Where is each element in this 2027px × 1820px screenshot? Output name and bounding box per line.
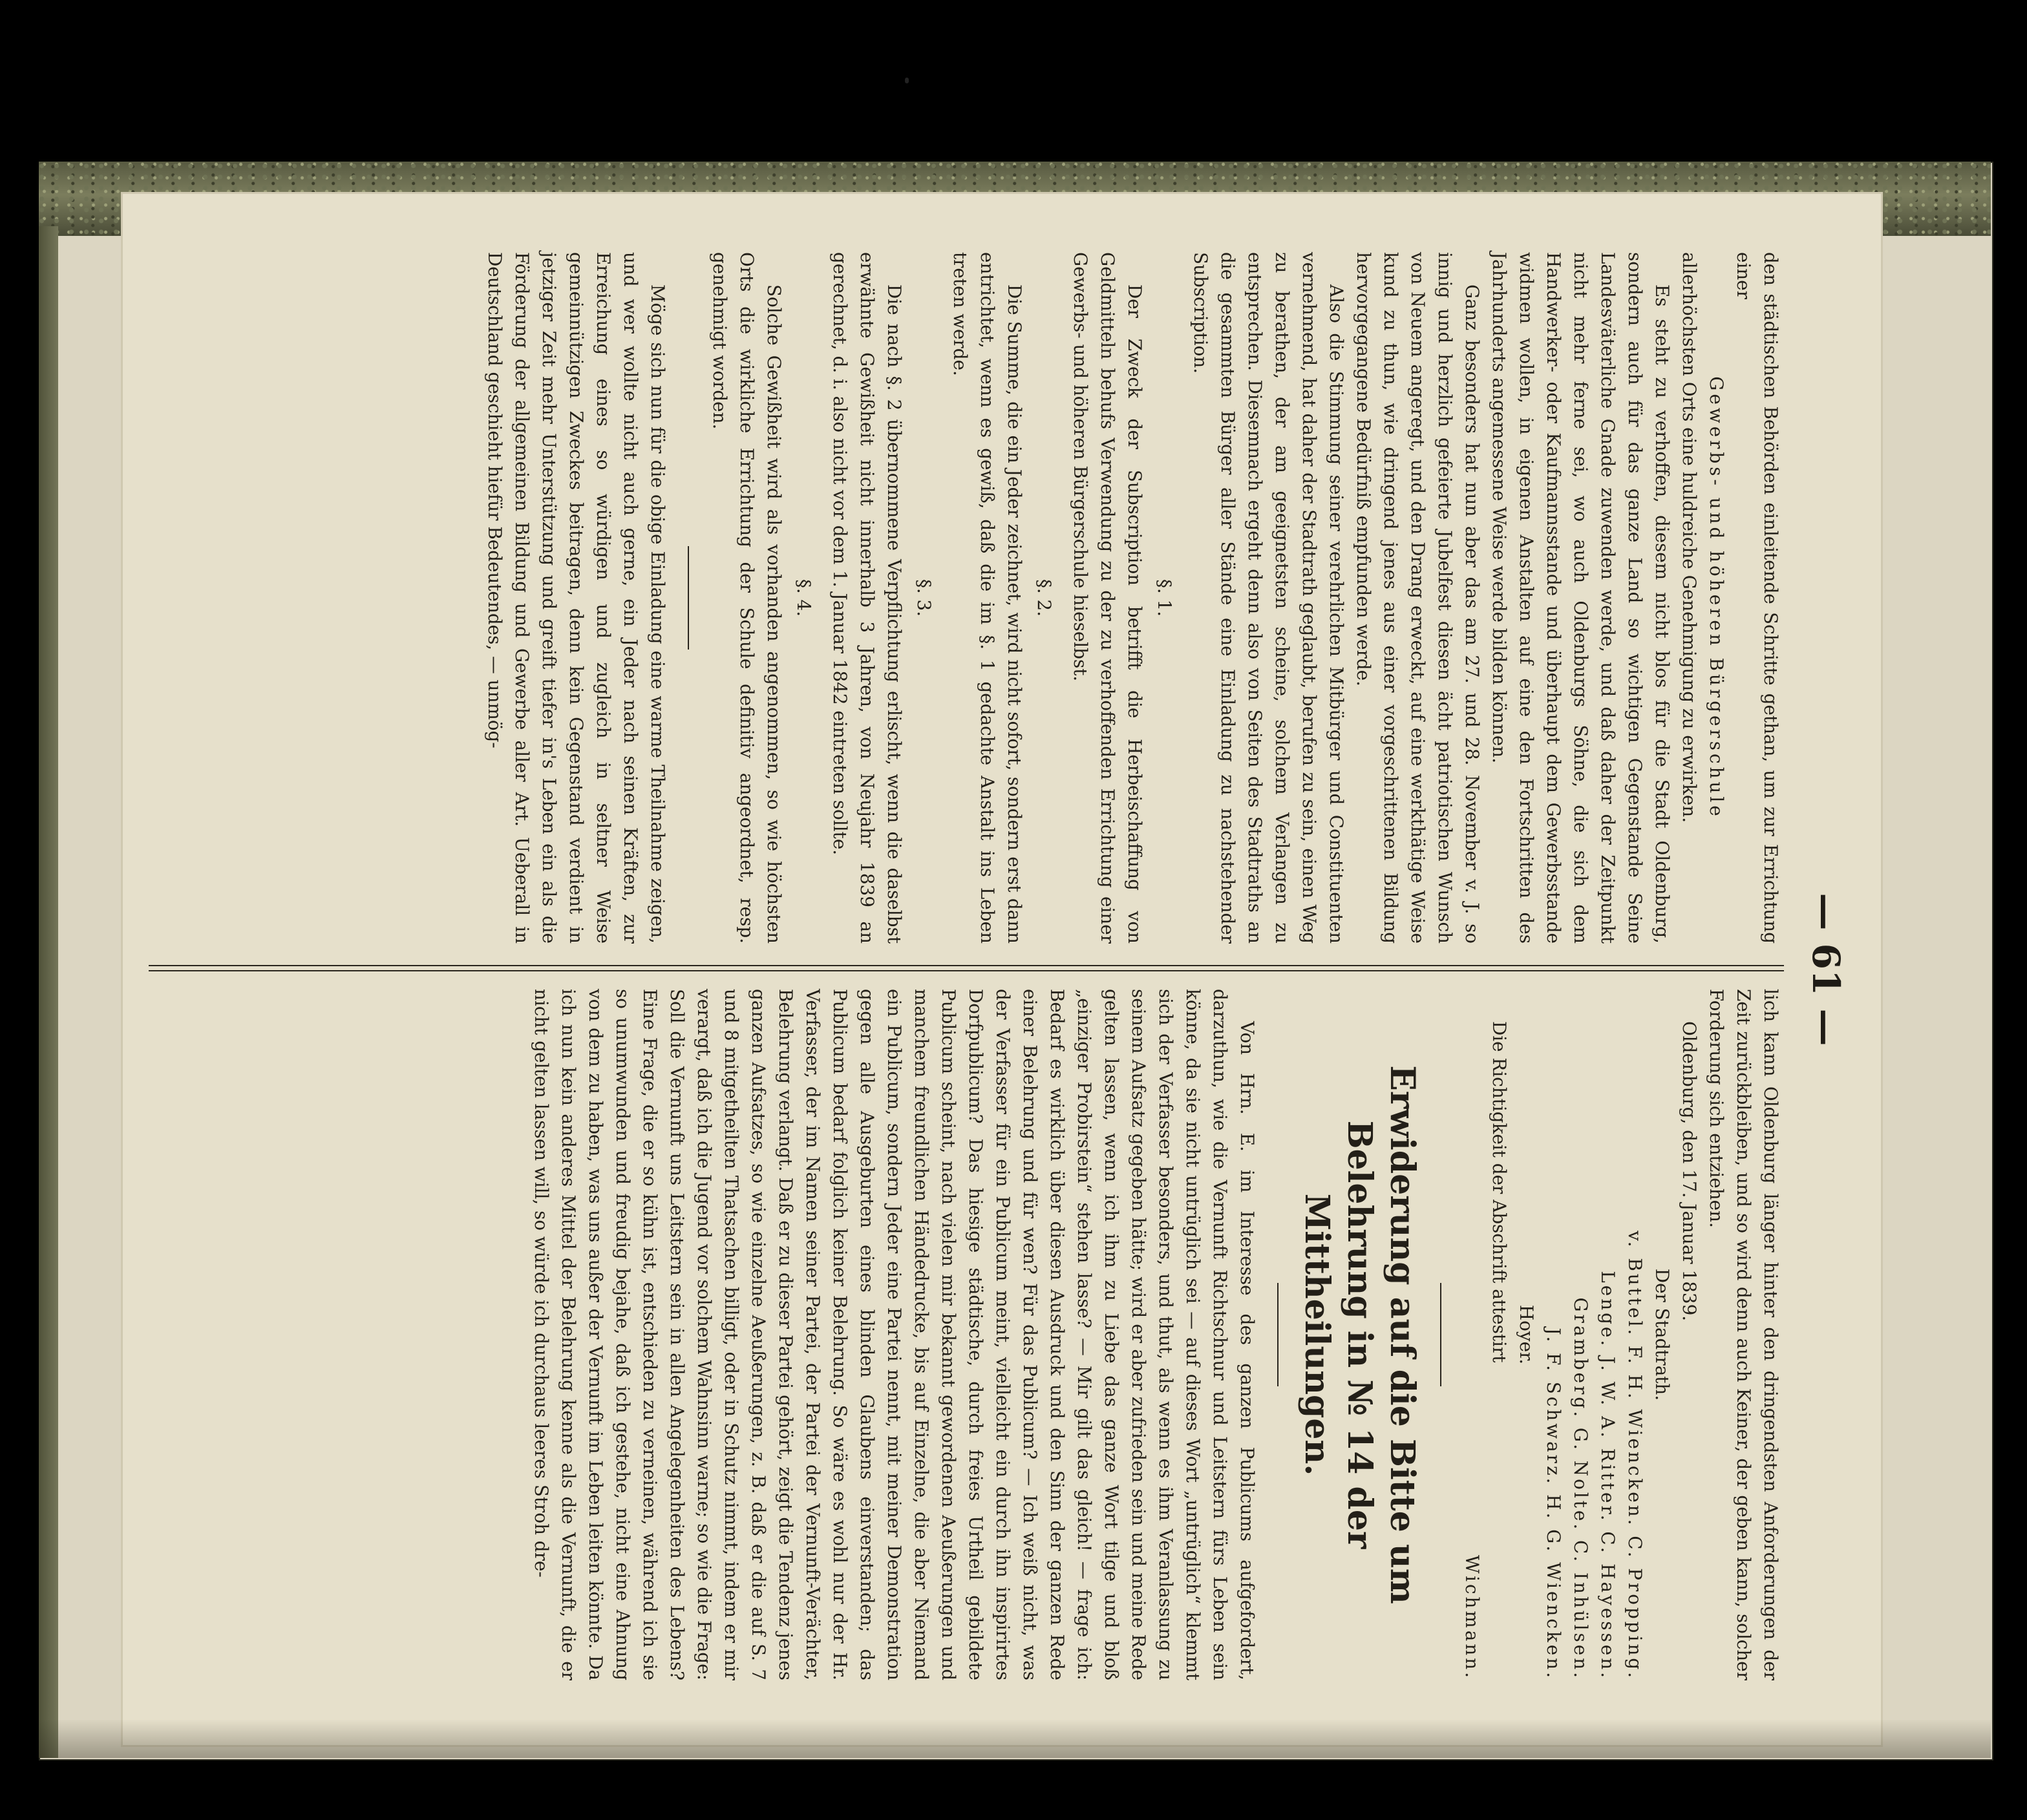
- signature-line: v. Buttel. F. H. Wiencken. C. Propping.: [1624, 1231, 1646, 1680]
- paragraph: Die nach §. 2 übernommene Verpflichtung erlischt, wenn die daselbst erwähnte Gewißheit nicht innerhalb 3 Jahren, von Neujahr 1839 an gerechnet, d. i. also nicht vor dem 1. Januar 1842 eintreten sollte.: [829, 252, 905, 944]
- divider: [1440, 1283, 1441, 1386]
- book-page: [123, 194, 1881, 1745]
- divider: [688, 546, 689, 650]
- paragraph: lich kann Oldenburg länger hinter den dringendsten Anforderungen der Zeit zurückbleiben, und so wird denn auch Keiner, der geben kann, solcher Forderung sich entziehen.: [1706, 989, 1781, 1680]
- book-board-left: [39, 226, 58, 1758]
- article-title: Erwiderung auf die Bitte um Belehrung in № 14 der Mittheilungen.: [1297, 1065, 1422, 1604]
- paragraph: Solche Gewißheit wird als vorhanden angenommen, so wie höchsten Orts die wirkliche Errichtung der Schule definitiv angeordnet, resp. genehmigt worden.: [709, 252, 785, 944]
- signature-line: J. F. Schwarz. H. G. Wiencken.: [1543, 1328, 1564, 1680]
- section-number: §. 4.: [793, 578, 814, 617]
- text-columns: [149, 252, 1784, 1687]
- section-number: §. 1.: [1154, 578, 1175, 617]
- ink-speck: [905, 78, 909, 83]
- paragraph: den städtischen Behörden einleitende Schritte gethan, um zur Errichtung einer: [1733, 252, 1781, 944]
- signature-line: Gramberg. G. Nolte. C. Inhülsen.: [1570, 1297, 1591, 1680]
- council-title: Der Stadtrath.: [1651, 1268, 1673, 1401]
- left-column: [149, 252, 1784, 944]
- article-paragraph: Von Hrn. E. im Interesse des ganzen Publicums aufgefordert, darzuthun, wie die Vernunft Richtschnur und Leitstern fürs Leben sein könne, da sie nicht untrüglich sei — auf dieses Wort „untrüglich“ klemmt sich der Verfasser besonders, und thut, als wenn es ihm Veranlassung zu seinem Aufsatz gegeben hätte; wird er aber zufrieden sein und meine Rede gelten lassen, wenn ich ihm zu Liebe das ganze Wort tilge und bloß „einziger Probirstein“ stehen lasse? — Mir gilt das gleich! — frage ich: Bedarf es wirklich über diesen Ausdruck und den Sinn der ganzen Rede einer Belehrung und für wen? Für das Publicum? — Ich weiß nicht, was der Verfasser für ein Publicum meint, vielleicht ein durch ihn inspirirtes Dorfpublicum? Das hiesige städtische, durch freies Urtheil gebildete Publicum scheint, nach vielen mir bekannt gewordenen Aeußerungen und manchem freundlichen Händedrucke, bis auf Einzelne, die aber Niemand ein Publicum, sondern Jeder eine Partei nennt, mit meiner Demonstration gegen alle Ausgeburten eines blinden Glaubens einverstanden; das Publicum bedarf folglich keiner Belehrung. So wäre es wohl nur der Hr. Verfasser, der im Namen seiner Partei, der Partei der Vernunft-Verächter, Belehrung verlangt. Daß er zu dieser Partei gehört, zeigt die Tendenz jenes ganzen Aufsatzes, so wie einzelne Aeußerungen, z. B. daß er die auf S. 7 und 8 mitgetheilten Thatsachen billigt, oder in Schutz nimmt, indem er mir verargt, daß ich die Jugend vor solchem Wahnsinn warne; so wie die Frage: Soll die Vernunft uns Leitstern sein in allen Angelegenheiten des Lebens? Eine Frage, die er so kühn ist, entschieden zu verneinen, während ich sie so unumwunden und freudig bejahe, daß ich gestehe, nicht eine Ahnung von dem zu haben, was uns außer der Vernunft im Leben leiten könnte. Da ich nun kein anderes Mittel der Belehrung kenne als die Vernunft, die er nicht gelten lassen will, so würde ich durchaus leeres Stroh dre-: [531, 989, 1258, 1680]
- school-name: Gewerbs- und höheren Bürgerschule: [1706, 376, 1727, 820]
- signature-line: Lenge. J. W. A. Ritter. C. Hayessen.: [1597, 1271, 1618, 1680]
- paragraph: Ganz besonders hat nun aber das am 27. und 28. November v. J. so innig und herzlich gefeierte Jubelfest diesen ächt patriotischen Wunsch von Neuem angeregt, und den Drang erweckt, auf eine werkthätige Weise kund zu thun, wie dringend jenes aus einer vorgeschrittenen Bildung hervorgegangene Bedürfniß empfunden werde.: [1353, 252, 1483, 944]
- page-number: — 61 —: [1804, 893, 1848, 1046]
- divider: [1277, 1283, 1279, 1386]
- paragraph: Es steht zu verhoffen, diesem nicht blos für die Stadt Oldenburg, sondern auch für das ganze Land so wichtigen Gegenstande Seine Landesväterliche Gnade zuwenden werde, und daß daher der Zeitpunkt nicht mehr ferne sei, wo auch Oldenburgs Söhne, die sich dem Handwerker- oder Kaufmannsstande und überhaupt dem Gewerbsstande widmen wollen, in eigenen Anstalten auf eine den Fortschritten des Jahrhunderts angemessene Weise werde bilden können.: [1489, 252, 1673, 944]
- paragraph: Die Summe, die ein Jeder zeichnet, wird nicht sofort, sondern erst dann entrichtet, wenn es gewiß, daß die im §. 1 gedachte Anstalt ins Leben treten werde.: [950, 252, 1025, 944]
- section-number: §. 2.: [1034, 578, 1055, 617]
- attest-signature: Wichmann.: [1461, 1554, 1483, 1680]
- paragraph: Möge sich nun für die obige Einladung eine warme Theilnahme zeigen, und wer wollte nicht auch gerne, ein Jeder nach seinen Kräften, zur Erreichung eines so würdigen und zugleich in seltner Weise gemeinnützigen Zweckes beitragen, denn kein Gegenstand verdient in jetziger Zeit mehr Unterstützung und greift tiefer in's Leben ein als die Förderung der allgemeinen Bildung und Gewerbe aller Art. Ueberall in Deutschland geschieht hiefür Bedeutendes, — unmög-: [484, 252, 668, 944]
- page-content: [149, 252, 1855, 1687]
- signature-line: Hoyer.: [1516, 1304, 1537, 1365]
- paragraph: Also die Stimmung seiner verehrlichen Mitbürger und Constituenten vernehmend, hat daher der Stadtrath geglaubt, berufen zu sein, einen Weg zu berathen, der am geeignetsten scheine, solchem Verlangen zu entsprechen. Diesemnach ergeht denn also von Seiten des Stadtraths an die gesammten Bürger aller Stände eine Einladung zu nachstehender Subscription.: [1190, 252, 1347, 944]
- page-shadow: [39, 1719, 1991, 1758]
- date-line: Oldenburg, den 17. Januar 1839.: [1679, 1021, 1700, 1322]
- right-column: [149, 989, 1784, 1680]
- section-number: §. 3.: [913, 578, 935, 617]
- paragraph: allerhöchsten Orts eine huldreiche Genehmigung zu erwirken.: [1679, 252, 1700, 823]
- attest-line: Die Richtigkeit der Abschrift attestirt: [1489, 1021, 1510, 1363]
- column-divider: [149, 965, 1784, 971]
- paragraph: Der Zweck der Subscription betrifft die Herbeischaffung von Geldmitteln behufs Verwendung zu der zu verhoffenden Errichtung einer Gewerbs- und höheren Bürgerschule hieselbst.: [1070, 252, 1145, 944]
